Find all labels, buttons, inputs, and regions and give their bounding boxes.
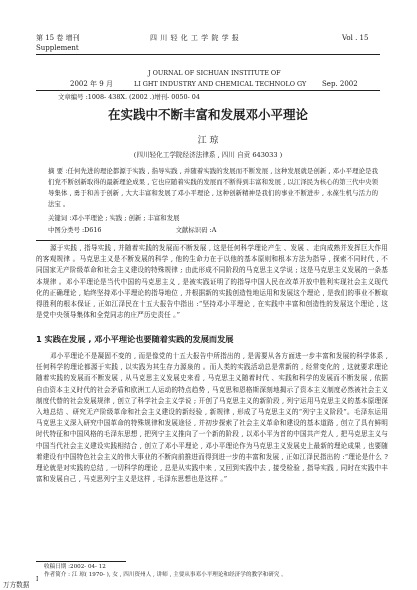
author-name: 江 琼 (197, 136, 219, 146)
article-number: 文章编号 :1008- 438X. (2002 .)增刊- 0050- 04 (58, 93, 200, 101)
intro-paragraph: 源于实践 , 指导实践 , 并随着实践的发展而不断发展 , 这是任何科学理论产生 、发展 、走向成熟并发挥巨大作用的客观规律 。马克思主义是不断发展的科学 , 他的生命力在于以他的基本原则和根本方法为指导 , 探索不同时代 , 不同国家无产阶级革命和社会主义建设的特殊规律 ; 由此形成不同阶段的马克思主义学说 ; 这是马克思主义发展的一条基本规律 。邓小平理论是当代中国的马克思主义 , 是被实践证明了的指导中国人民在改革开放中胜利实现社会主义现代化的正确理论 , 始终坚持邓小平理论的指导地位 , 并根据新的实践创造性地运用和发展这个理论 , 是我们的事业不断取得胜利的根本保证 , 正如江泽民在十五大报告中指出 :“坚持邓小平理论 , 在实践中丰富和创造性的发展这个理论 , 这是党中央领导集体和全党同志的庄严历史责任 。” (36, 244, 388, 320)
header-rule-bottom (36, 90, 380, 91)
date-left: 2002 年 9 月 (70, 80, 113, 88)
abstract-label: 摘 要 : (48, 167, 68, 175)
journal-title-en-2: LI GHT INDUSTRY AND CHEMICAL TECHNOLO GY (134, 80, 307, 88)
abstract-text: 任何先进的理论都源于实践 , 指导实践 , 并随着实践的发展而不断发展 , 这种发展就是创新 , 邓小平理论是我们党不断创新取得的最新理论成果 , 它也应随着实践的发展而不断得到丰富和发展 , 以江泽民为核心的第三代中央领导集体 , 勇于和善于创新 , 大大丰富和发展了邓小平理论 , 这种创新精神是我们的事业不断进步 , 永葆生机与活力的法宝 。 (48, 167, 379, 208)
issue-label: 第 15 卷 增刊 (36, 34, 80, 42)
keywords-text: 邓小平理论 ; 实践 ; 创新 ; 丰富和发展 (71, 214, 180, 222)
doc-code-label: 文献标识码 : (175, 226, 212, 234)
header-rule-top (36, 54, 380, 55)
article-title: 在实践中不断丰富和发展邓小平理论 (107, 107, 308, 122)
date-right: Sep. 2002 (322, 80, 358, 88)
page-marker: I (36, 576, 39, 583)
journal-title-en-1: J OURNAL OF SICHUAN INSTITUTE OF (148, 69, 281, 77)
journal-title-cn: 四 川 轻 化 工 学 院 学 报 (150, 34, 240, 42)
clc-value: D616 (84, 226, 102, 234)
doc-code-value: A (211, 226, 217, 234)
footnote-author-bio: 作者简介 : 江 琼( 1970- ), 女 , 四川资州人 , 讲师 , 主要从事邓小平理论和经济学的教学和研究 。 (44, 572, 287, 578)
author-affiliation: (四川轻化工学院经济法律系 , 四川 自贡 643033 ) (133, 151, 283, 159)
keywords-label: 关键词 : (48, 214, 72, 222)
footnote-received: 收稿日期 :2002- 04- 12 (44, 564, 106, 570)
keywords (48, 213, 378, 224)
section-1-paragraph: 邓小平理论不是凝固不变的 , 而是像党的十五大报告中所指出的 , 是需要从各方面进一步丰富和发展的科学体系 , 任何科学的理论都源于实践 , 以实践为其生存力源泉的 。而人类的实践活动总是常新的 , 经常变化的 , 这就要求理论随着实践的发展而不断发展 , 从马克思主义发展史来看 , 马克思主义随着时代 、实践和科学的发展而不断发展 , 依据自由资本主义时代的社会矛盾和欧洲工人运动的特点趋势 , 马克思和恩格斯深刻地揭示了资本主义制度必然被社会主义制度代替的社会发展规律 , 创立了科学社会主义学说 ; 开创了马克思主义的新阶段 , 列宁运用马克思主义的基本原理深入地总结 、研究无产阶级革命和社会主义建设的新经验 , 新规律 , 形成了马克思主义的“列宁主义阶段”。毛泽东运用马克思主义深入研究中国革命的特殊规律和发展途径 , 并初步探索了社会主义革命和建设的基本道路 , 创立了具有鲜明时代特征和中国风格的毛泽东思想 , 把列宁主义推向了一个新的阶段 , 以邓小平为首的中国共产党人 , 把马克思主义与中国当代社会主义建设实践相结合 , 创立了邓小平理论 , 邓小平理论作为马克思主义发展史上最新的理论成果 , 也要随着建设有中国特色社会主义的伟大事业的不断向前推进而得到进一步的丰富和发展 , 正如江泽民指出的 :“理论是什么 ? 理论就是对实践的总结 , 一切科学的理论 , 总是从实践中来 , 又回到实践中去 , 接受检验 , 指导实践 , 同时在实践中丰富和发展自己 , 马克思列宁主义是这样 , 毛泽东思想也是这样 。” (36, 352, 388, 484)
clc-label: 中图分类号 : (48, 226, 85, 234)
footnote-rule (36, 561, 126, 562)
volume-label: Vol . 15 (342, 34, 369, 42)
abstract (48, 166, 378, 210)
abstract-rule (36, 240, 380, 241)
supplement-label: Supplement (36, 44, 79, 52)
watermark-wanfang: 万方数据 (3, 581, 30, 589)
section-1-heading: 1 实践在发展 , 邓小平理论也要随着实践的发展而发展 (36, 334, 234, 344)
classification-line (48, 225, 378, 236)
